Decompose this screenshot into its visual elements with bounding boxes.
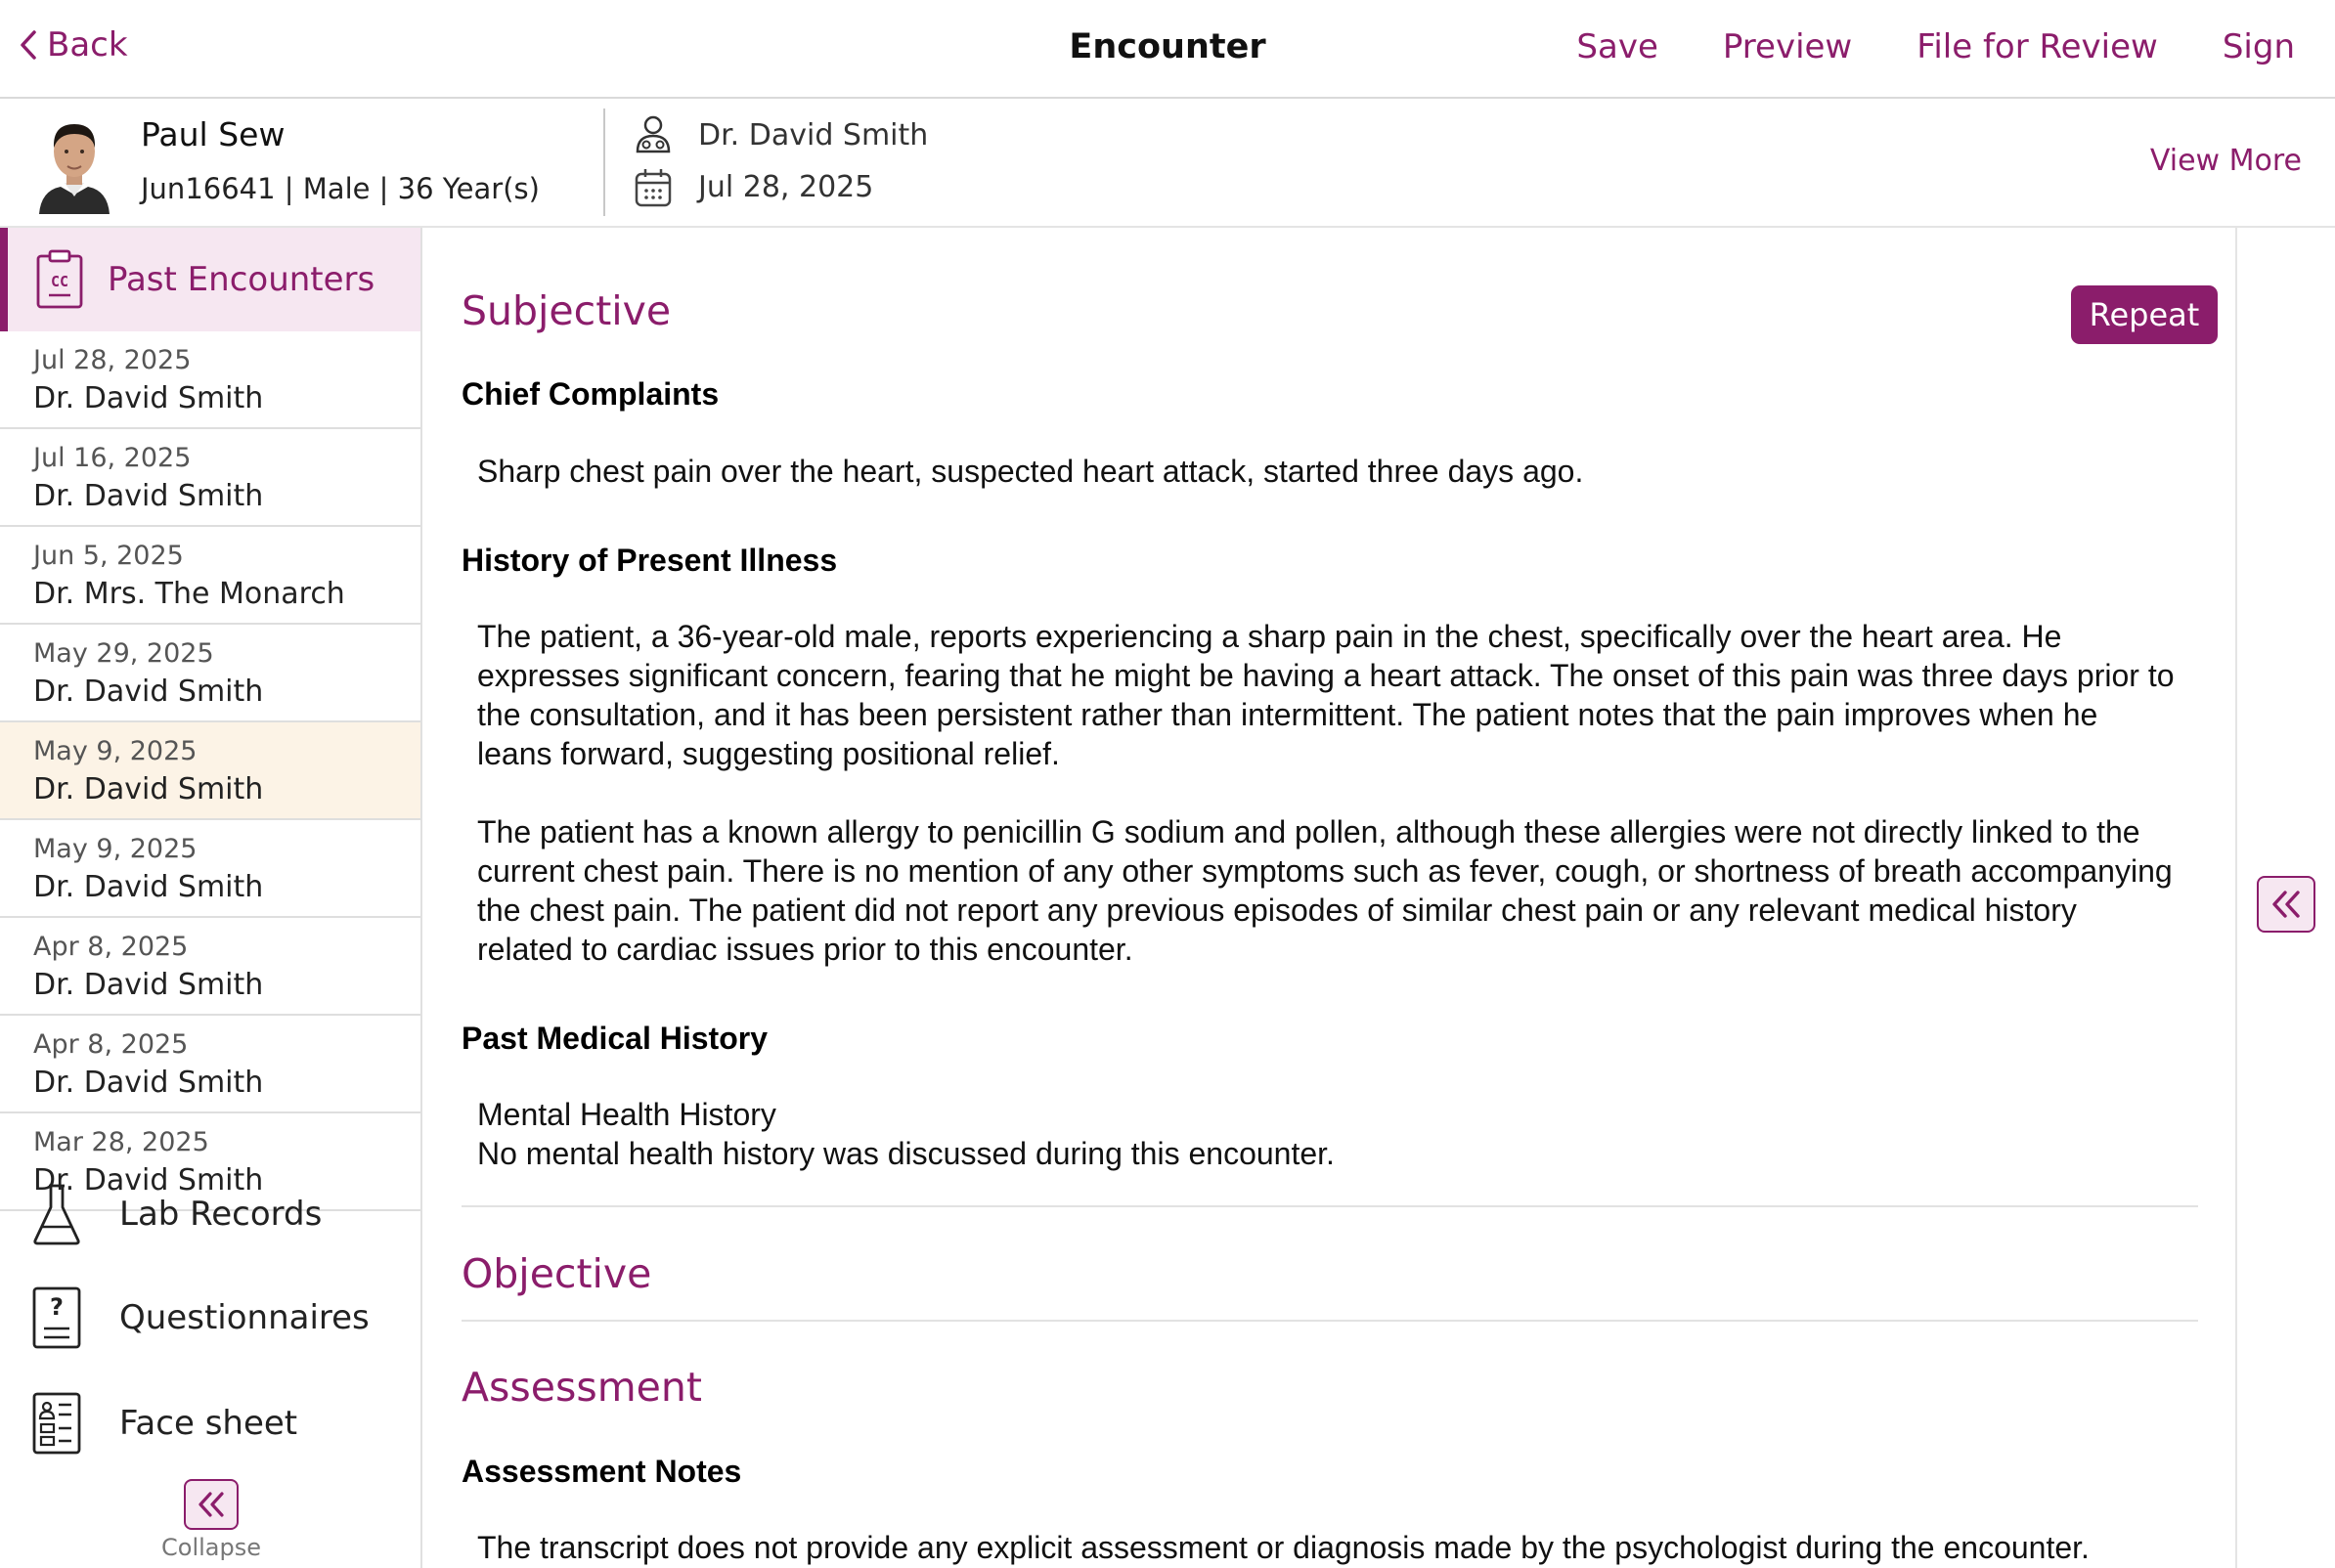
- chevron-left-icon: [20, 30, 37, 60]
- questionnaire-icon: [31, 1285, 82, 1350]
- repeat-button[interactable]: Repeat: [2071, 285, 2218, 344]
- top-bar: [0, 0, 2335, 99]
- top-actions: [1576, 27, 2295, 66]
- encounter-item[interactable]: [0, 1016, 420, 1113]
- calendar-icon: [634, 167, 673, 208]
- encounter-item-doctor: Dr. David Smith: [33, 381, 264, 415]
- encounter-item-selected[interactable]: [0, 722, 420, 820]
- doctor-icon: [634, 114, 673, 153]
- objective-title: Objective: [462, 1250, 652, 1297]
- questionnaires-label: Questionnaires: [119, 1298, 370, 1337]
- face-sheet-link[interactable]: [31, 1391, 297, 1456]
- collapse-label: Collapse: [161, 1534, 261, 1561]
- questionnaires-link[interactable]: [31, 1285, 370, 1350]
- page-title: Encounter: [1069, 27, 1266, 66]
- encounter-item-doctor: Dr. David Smith: [33, 772, 264, 806]
- section-divider: [462, 1320, 2198, 1322]
- encounter-note: [422, 228, 2237, 1568]
- section-divider: [462, 1205, 2198, 1207]
- svg-text:CC: CC: [50, 273, 69, 290]
- encounter-item-date: Jul 28, 2025: [33, 345, 192, 375]
- encounter-item[interactable]: [0, 429, 420, 527]
- encounter-item-doctor: Dr. David Smith: [33, 675, 264, 709]
- patient-name: Paul Sew: [141, 115, 286, 153]
- encounter-item-date: Apr 8, 2025: [33, 932, 189, 962]
- past-encounters-header[interactable]: [0, 228, 420, 331]
- encounter-item-date: May 29, 2025: [33, 638, 214, 669]
- encounter-item-date: Apr 8, 2025: [33, 1029, 189, 1060]
- clipboard-cc-icon: [35, 249, 84, 310]
- encounter-item-doctor: Dr. David Smith: [33, 1163, 264, 1198]
- face-sheet-label: Face sheet: [119, 1404, 298, 1443]
- encounter-item-date: Jul 16, 2025: [33, 443, 192, 473]
- encounter-item[interactable]: [0, 331, 420, 429]
- double-chevron-left-icon: [197, 1491, 226, 1518]
- assessment-notes-text: The transcript does not provide any explicit assessment or diagnosis made by the psychologist during the encounter.: [477, 1530, 2090, 1565]
- assessment-title: Assessment: [462, 1364, 702, 1411]
- encounter-item[interactable]: [0, 625, 420, 722]
- patient-meta: Jun16641 | Male | 36 Year(s): [141, 172, 540, 205]
- back-button[interactable]: [20, 25, 128, 65]
- encounter-item-doctor: Dr. David Smith: [33, 1066, 264, 1100]
- patient-header: [0, 99, 2335, 228]
- hpi-title: History of Present Illness: [462, 543, 838, 578]
- encounter-item-date: May 9, 2025: [33, 736, 198, 766]
- encounter-item-doctor: Dr. David Smith: [33, 968, 264, 1002]
- encounter-item-date: Mar 28, 2025: [33, 1127, 209, 1157]
- preview-button[interactable]: Preview: [1722, 27, 1853, 66]
- header-divider: [603, 109, 605, 216]
- lab-records-link[interactable]: [31, 1182, 322, 1246]
- assessment-notes-title: Assessment Notes: [462, 1454, 742, 1489]
- sign-button[interactable]: Sign: [2222, 27, 2295, 66]
- encounter-date: Jul 28, 2025: [698, 170, 874, 204]
- encounter-item[interactable]: [0, 820, 420, 918]
- encounter-item-date: Jun 5, 2025: [33, 541, 184, 571]
- double-chevron-left-icon: [2270, 890, 2302, 919]
- encounter-item-doctor: Dr. David Smith: [33, 479, 264, 513]
- flask-icon: [31, 1182, 82, 1246]
- view-more-link[interactable]: View More: [2149, 144, 2302, 178]
- pmh-text: No mental health history was discussed during this encounter.: [477, 1136, 1335, 1171]
- expand-panel-button[interactable]: [2257, 876, 2315, 933]
- collapse-button[interactable]: [184, 1479, 239, 1530]
- lab-records-label: Lab Records: [119, 1195, 323, 1234]
- encounter-item[interactable]: [0, 918, 420, 1016]
- sidebar: [0, 228, 422, 1568]
- encounter-item[interactable]: [0, 527, 420, 625]
- encounter-list[interactable]: [0, 331, 420, 1198]
- chief-complaints-text: Sharp chest pain over the heart, suspected heart attack, started three days ago.: [477, 454, 1584, 489]
- past-encounters-label: Past Encounters: [108, 260, 375, 299]
- encounter-item-date: May 9, 2025: [33, 834, 198, 864]
- encounter-doctor: Dr. David Smith: [698, 118, 929, 152]
- hpi-paragraph-2: The patient has a known allergy to penicillin G sodium and pollen, although these allergies were not directly linked to the current chest pain. There is no mention of any other symptoms such as fever, cough, or shortness of breath accompanying the chest pain. The patient did not report any previous episodes of similar chest pain or any relevant medical history related to cardiac issues prior to this encounter.: [477, 814, 2173, 967]
- face-sheet-icon: [31, 1391, 82, 1456]
- subjective-title: Subjective: [462, 287, 672, 334]
- encounter-item-doctor: Dr. Mrs. The Monarch: [33, 577, 345, 611]
- chief-complaints-title: Chief Complaints: [462, 376, 720, 412]
- hpi-paragraph-1: The patient, a 36-year-old male, reports experiencing a sharp pain in the chest, specifically over the heart area. He expresses significant concern, fearing that he might be having a heart attack. The onset of this pain was three days prior to the consultation, and it has been persistent rather than intermittent. The patient notes that the pain improves when he leans forward, suggesting positional relief.: [477, 619, 2175, 771]
- encounter-item-doctor: Dr. David Smith: [33, 870, 264, 904]
- avatar: [35, 112, 113, 214]
- file-for-review-button[interactable]: File for Review: [1916, 27, 2158, 66]
- pmh-title: Past Medical History: [462, 1021, 768, 1056]
- save-button[interactable]: Save: [1576, 27, 1658, 66]
- svg-text:?: ?: [50, 1293, 64, 1321]
- pmh-heading: Mental Health History: [477, 1097, 776, 1132]
- back-label: Back: [47, 25, 128, 65]
